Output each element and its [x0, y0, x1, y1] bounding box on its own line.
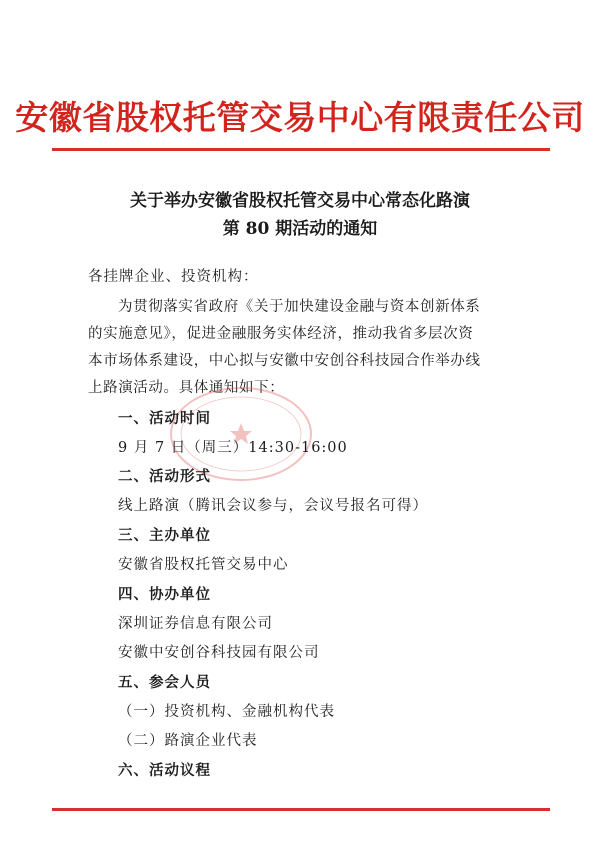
- section-heading-format: 二、活动形式: [118, 469, 211, 485]
- footer-red-rule: [52, 808, 550, 811]
- letterhead-title: 安徽省股权托管交易中心有限责任公司: [15, 98, 585, 137]
- intro-line: 本市场体系建设，中心拟与安徽中安创谷科技园合作举办线: [88, 353, 481, 369]
- salutation: 各挂牌企业、投资机构：: [88, 269, 259, 285]
- intro-line: 的实施意见》，促进金融服务实体经济，推动我省多层次资: [88, 326, 474, 342]
- section-heading-organizer: 三、主办单位: [118, 528, 211, 544]
- event-format-value: 线上路演（腾讯会议参与，会议号报名可得）: [118, 498, 428, 514]
- intro-line: 上路演活动。具体通知如下：: [88, 380, 285, 396]
- intro-line: 为贯彻落实省政府《关于加快建设金融与资本创新体系: [118, 299, 481, 315]
- section-heading-participants: 五、参会人员: [118, 675, 211, 691]
- section-heading-agenda: 六、活动议程: [118, 763, 211, 779]
- notice-title-line-1: 关于举办安徽省股权托管交易中心常态化路演: [130, 191, 470, 211]
- participant-group: （一）投资机构、金融机构代表: [118, 704, 335, 720]
- section-heading-time: 一、活动时间: [118, 411, 211, 427]
- event-time-value: 9 月 7 日（周三）14:30-16:00: [118, 440, 348, 456]
- organizer-value: 安徽省股权托管交易中心: [118, 557, 289, 573]
- notice-title-line-2: 第 80 期活动的通知: [222, 219, 378, 239]
- co-organizer-value: 安徽中安创谷科技园有限公司: [118, 645, 320, 661]
- participant-group: （二）路演企业代表: [118, 733, 258, 749]
- section-heading-co-organizer: 四、协办单位: [118, 587, 211, 603]
- co-organizer-value: 深圳证券信息有限公司: [118, 616, 273, 632]
- letterhead-red-rule: [52, 148, 550, 151]
